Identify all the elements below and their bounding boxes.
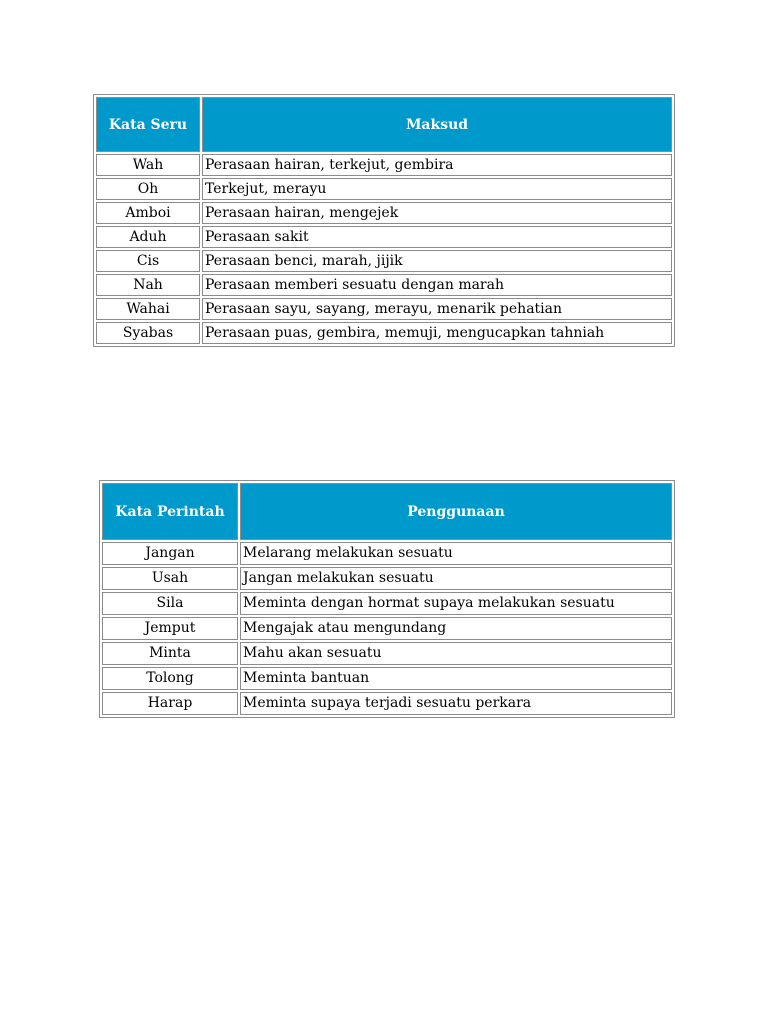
table-cell-usage: Meminta supaya terjadi sesuatu perkara bbox=[240, 692, 672, 715]
table-cell-keyword: Nah bbox=[96, 274, 200, 296]
table-cell-usage: Meminta bantuan bbox=[240, 667, 672, 690]
table-row bbox=[102, 592, 672, 615]
column-header-kata-seru: Kata Seru bbox=[96, 97, 200, 152]
table-row bbox=[102, 642, 672, 665]
table-cell-meaning: Terkejut, merayu bbox=[202, 178, 672, 200]
table-cell-keyword: Syabas bbox=[96, 322, 200, 344]
table-row bbox=[96, 250, 672, 272]
table-cell-usage: Mahu akan sesuatu bbox=[240, 642, 672, 665]
table-cell-meaning: Perasaan benci, marah, jijik bbox=[202, 250, 672, 272]
table-row bbox=[96, 298, 672, 320]
table-row bbox=[96, 178, 672, 200]
table-row bbox=[102, 617, 672, 640]
table-row bbox=[96, 274, 672, 296]
kata-seru-table bbox=[93, 94, 675, 347]
table-header-row bbox=[96, 97, 672, 152]
table-cell-keyword: Minta bbox=[102, 642, 238, 665]
column-header-maksud: Maksud bbox=[202, 97, 672, 152]
table-cell-usage: Melarang melakukan sesuatu bbox=[240, 542, 672, 565]
table-row bbox=[96, 322, 672, 344]
table-cell-meaning: Perasaan sakit bbox=[202, 226, 672, 248]
table-cell-usage: Jangan melakukan sesuatu bbox=[240, 567, 672, 590]
table-cell-meaning: Perasaan hairan, mengejek bbox=[202, 202, 672, 224]
table-cell-keyword: Wahai bbox=[96, 298, 200, 320]
table-cell-meaning: Perasaan sayu, sayang, merayu, menarik pehatian bbox=[202, 298, 672, 320]
table-cell-usage: Mengajak atau mengundang bbox=[240, 617, 672, 640]
table-row bbox=[102, 542, 672, 565]
table-cell-keyword: Jangan bbox=[102, 542, 238, 565]
table-cell-keyword: Amboi bbox=[96, 202, 200, 224]
table-row bbox=[96, 226, 672, 248]
table-header-row bbox=[102, 483, 672, 540]
table-cell-keyword: Oh bbox=[96, 178, 200, 200]
table-cell-meaning: Perasaan hairan, terkejut, gembira bbox=[202, 154, 672, 176]
table-cell-keyword: Aduh bbox=[96, 226, 200, 248]
table-cell-keyword: Cis bbox=[96, 250, 200, 272]
table-row bbox=[96, 202, 672, 224]
table-cell-keyword: Sila bbox=[102, 592, 238, 615]
table-row bbox=[102, 667, 672, 690]
table-cell-keyword: Usah bbox=[102, 567, 238, 590]
column-header-kata-perintah: Kata Perintah bbox=[102, 483, 238, 540]
table-cell-keyword: Wah bbox=[96, 154, 200, 176]
table-cell-meaning: Perasaan puas, gembira, memuji, mengucapkan tahniah bbox=[202, 322, 672, 344]
table-cell-usage: Meminta dengan hormat supaya melakukan sesuatu bbox=[240, 592, 672, 615]
table-row bbox=[96, 154, 672, 176]
table-row bbox=[102, 567, 672, 590]
table-cell-keyword: Tolong bbox=[102, 667, 238, 690]
table-row bbox=[102, 692, 672, 715]
kata-perintah-table bbox=[99, 480, 675, 718]
table-cell-keyword: Jemput bbox=[102, 617, 238, 640]
table-cell-keyword: Harap bbox=[102, 692, 238, 715]
column-header-penggunaan: Penggunaan bbox=[240, 483, 672, 540]
table-cell-meaning: Perasaan memberi sesuatu dengan marah bbox=[202, 274, 672, 296]
